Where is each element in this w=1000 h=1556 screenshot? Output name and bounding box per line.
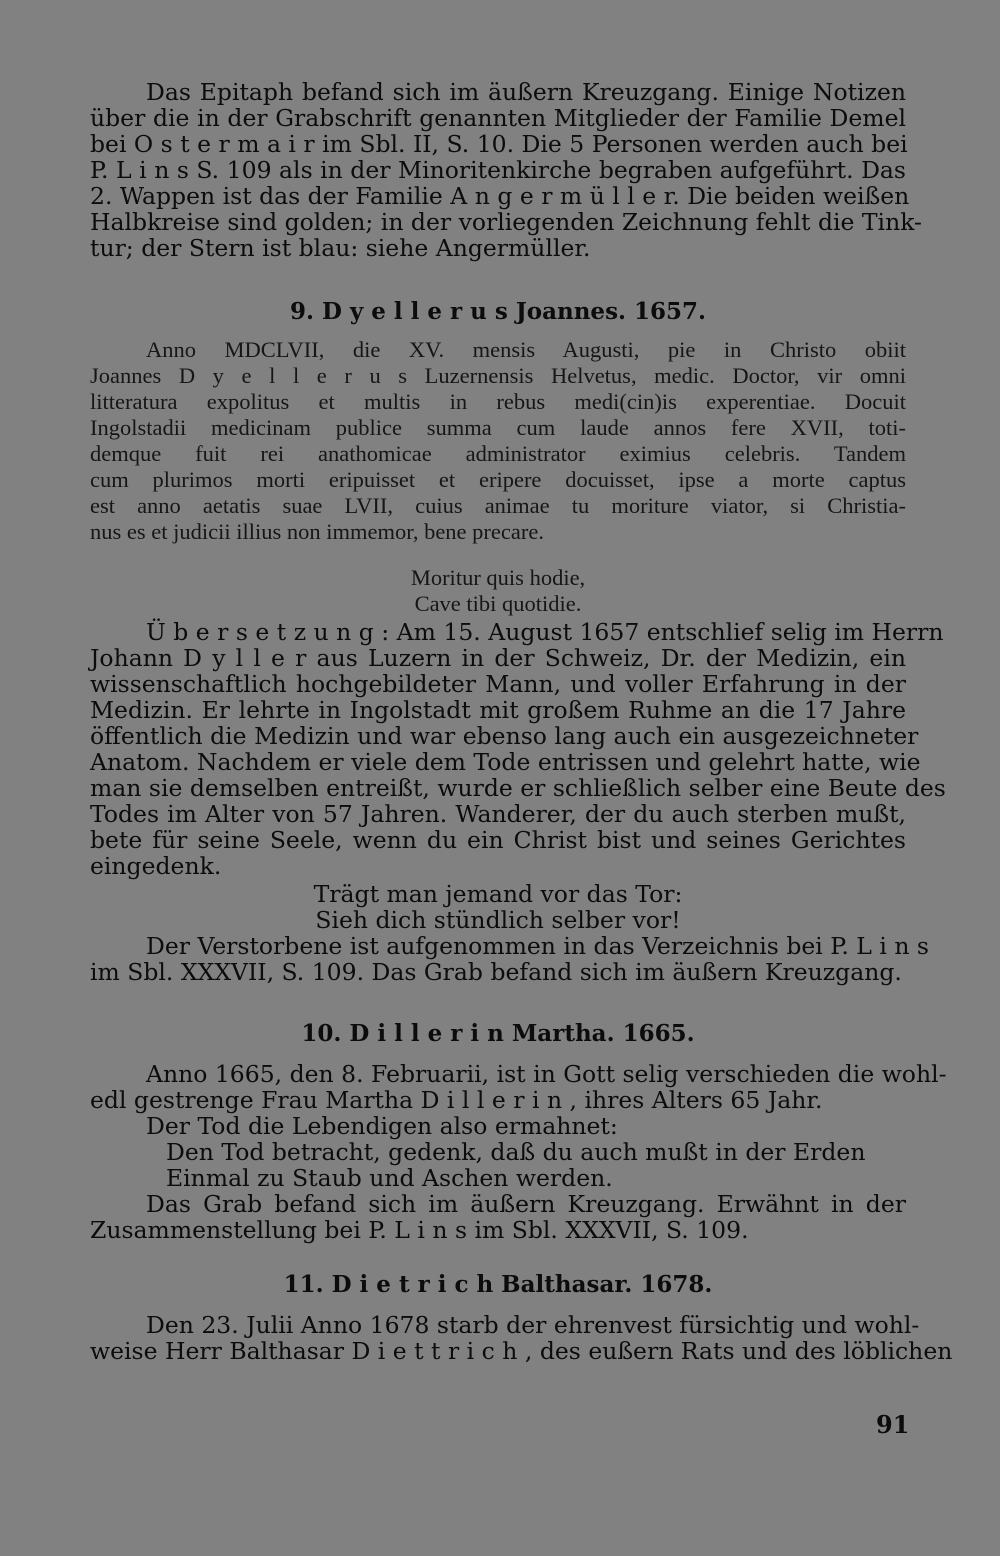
text-line: wissenschaftlich hochgebildeter Mann, und voller Erfahrung in der [90,670,906,698]
text-line: Das Epitaph befand sich im äußern Kreuzgang. Einige Notizen [146,78,906,106]
text-line: Anno 1665, den 8. Februarii, ist in Gott selig verschieden die wohl- [146,1060,947,1088]
text-line: Der Tod die Lebendigen also ermahnet: [146,1112,618,1140]
text-line: man sie demselben entreißt, wurde er schließlich selber eine Beute des [90,774,946,802]
verse-line: Moritur quis hodie, [410,565,586,590]
text-line: P. L i n s S. 109 als in der Minoritenkirche begraben aufgeführt. Das [90,156,906,184]
text-line: edl gestrenge Frau Martha D i l l e r i n , ihres Alters 65 Jahr. [90,1086,823,1114]
text-line: im Sbl. XXXVII, S. 109. Das Grab befand sich im äußern Kreuzgang. [90,958,902,986]
text-line: bete für seine Seele, wenn du ein Christ bist und seines Gerichtes [90,826,906,854]
text-line: Medizin. Er lehrte in Ingolstadt mit großem Ruhme an die 17 Jahre [90,696,906,724]
text-line: Anatom. Nachdem er viele dem Tode entrissen und gelehrt hatte, wie [90,748,921,776]
page-number: 91 [876,1410,910,1439]
section-heading: 10. D i l l e r i n Martha. 1665. [301,1020,695,1047]
text-line: Den 23. Julii Anno 1678 starb der ehrenvest fürsichtig und wohl- [146,1311,920,1339]
text-line: Johann D y l l e r aus Luzern in der Schweiz, Dr. der Medizin, ein [90,644,906,672]
text-line: eingedenk. [90,852,222,880]
text-line: Ingolstadii medicinam publice summa cum laude annos fere XVII, toti- [90,415,906,440]
text-line: Joannes D y e l l e r u s Luzernensis Helvetus, medic. Doctor, vir omni [90,363,906,388]
text-line: über die in der Grabschrift genannten Mitglieder der Familie Demel [90,104,906,132]
text-line: tur; der Stern ist blau: siehe Angermüller. [90,234,591,262]
text-line: demque fuit rei anathomicae administrator eximius celebris. Tandem [90,441,906,466]
text-line: Halbkreise sind golden; in der vorliegenden Zeichnung fehlt die Tink- [90,208,922,236]
text-line: 2. Wappen ist das der Familie A n g e r m ü l l e r. Die beiden weißen [90,182,910,210]
section-heading: 11. D i e t r i c h Balthasar. 1678. [283,1271,713,1298]
text-line: weise Herr Balthasar D i e t t r i c h , des eußern Rats und des löblichen [90,1337,953,1365]
text-line: bei O s t e r m a i r im Sbl. II, S. 10. Die 5 Personen werden auch bei [90,130,908,158]
text-line: litteratura expolitus et multis in rebus medi(cin)is experentiae. Docuit [90,389,906,414]
verse-line: Sieh dich stündlich selber vor! [315,906,681,934]
text-line: Anno MDCLVII, die XV. mensis Augusti, pie in Christo obiit [146,337,906,362]
text-line: nus es et judicii illius non immemor, bene precare. [90,519,544,544]
text-line: Der Verstorbene ist aufgenommen in das Verzeichnis bei P. L i n s [146,932,929,960]
text-line: cum plurimos morti eripuisset et eripere docuisset, ipse a morte captus [90,467,906,492]
verse-line: Einmal zu Staub und Aschen werden. [166,1164,613,1192]
text-line: est anno aetatis suae LVII, cuius animae tu moriture viator, si Christia- [90,493,906,518]
text-line: öffentlich die Medizin und war ebenso lang auch ein ausgezeichneter [90,722,919,750]
verse-line: Cave tibi quotidie. [414,591,582,616]
text-line: Das Grab befand sich im äußern Kreuzgang. Erwähnt in der [146,1190,906,1218]
text-line: Todes im Alter von 57 Jahren. Wanderer, der du auch sterben mußt, [90,800,906,828]
verse-line: Trägt man jemand vor das Tor: [313,880,683,908]
verse-line: Den Tod betracht, gedenk, daß du auch mußt in der Erden [166,1138,866,1166]
section-heading: 9. D y e l l e r u s Joannes. 1657. [289,298,707,325]
text-line: Ü b e r s e t z u n g : Am 15. August 1657 entschlief selig im Herrn [146,618,944,646]
text-line: Zusammenstellung bei P. L i n s im Sbl. XXXVII, S. 109. [90,1216,749,1244]
